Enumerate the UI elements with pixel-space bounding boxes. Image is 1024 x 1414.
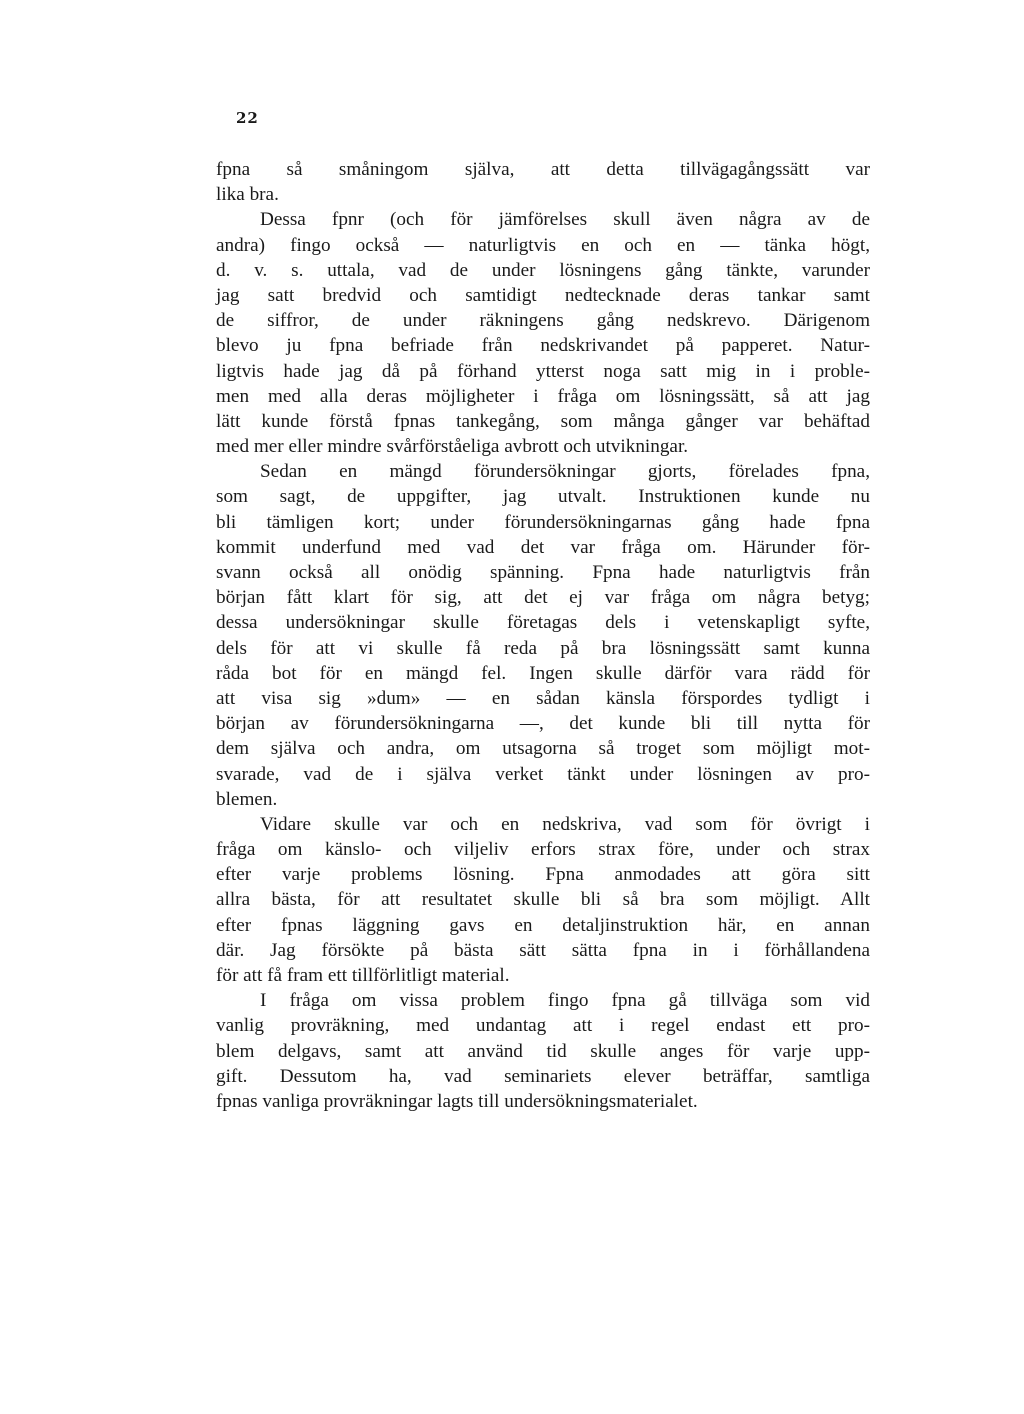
text-line: svann också all onödig spänning. Fpna hade naturligtvis från — [216, 562, 870, 583]
text-line: blemen. — [216, 788, 278, 810]
text-line: Dessa fpnr (och för jämförelses skull även några av de — [260, 209, 870, 231]
text-line: med mer eller mindre svårförståeliga avbrott och utvikningar. — [216, 436, 689, 458]
body-text — [216, 157, 870, 1114]
text-line: efter varje problems lösning. Fpna anmodades att göra sitt — [216, 864, 870, 886]
text-line: råda bot för en mängd fel. Ingen skulle därför vara rädd för — [216, 662, 870, 684]
text-line: för att få fram ett tillförlitligt material. — [216, 965, 510, 986]
text-line: dessa undersökningar skulle företagas dels i vetenskapligt syfte, — [216, 612, 870, 634]
text-line: början av förundersökningarna —, det kunde bli till nytta för — [216, 713, 870, 735]
text-line: Vidare skulle var och en nedskriva, vad som för övrigt i — [260, 813, 870, 835]
text-line: där. Jag försökte på bästa sätt sätta fpna in i förhållandena — [216, 939, 870, 961]
text-line: de siffror, de under räkningens gång nedskrevo. Därigenom — [216, 310, 870, 332]
text-line: men med alla deras möjligheter i fråga om lösningssätt, så att jag — [216, 385, 870, 407]
text-line: som sagt, de uppgifter, jag utvalt. Instruktionen kunde nu — [216, 486, 870, 508]
text-line: kommit underfund med vad det var fråga om. Härunder för- — [216, 536, 870, 558]
text-line: gift. Dessutom ha, vad seminariets elever beträffar, samtliga — [216, 1065, 870, 1087]
text-line: fråga om känslo- och viljeliv erfors strax före, under och strax — [216, 839, 870, 861]
text-line: ligtvis hade jag då på förhand ytterst noga satt mig in i proble- — [216, 360, 870, 382]
text-line: blevo ju fpna befriade från nedskrivandet på papperet. Natur- — [216, 335, 870, 357]
text-line: I fråga om vissa problem fingo fpna gå tillväga som vid — [260, 990, 870, 1012]
text-line: dem själva och andra, om utsagorna så troget som möjligt mot- — [216, 738, 870, 760]
text-line: efter fpnas läggning gavs en detaljinstruktion här, en annan — [216, 914, 870, 936]
text-line: jag satt bredvid och samtidigt nedtecknade deras tankar samt — [216, 284, 870, 306]
text-line: bli tämligen kort; under förundersökningarnas gång hade fpna — [216, 511, 870, 533]
text-line: dels för att vi skulle få reda på bra lösningssätt samt kunna — [216, 637, 870, 659]
text-line: Sedan en mängd förundersökningar gjorts, förelades fpna, — [260, 461, 870, 483]
text-line: fpnas vanliga provräkningar lagts till undersökningsmaterialet. — [216, 1090, 698, 1112]
text-line: lätt kunde förstå fpnas tankegång, som många gånger var behäftad — [216, 410, 870, 432]
page-number: 22 — [236, 109, 259, 127]
text-line: d. v. s. uttala, vad de under lösningens gång tänkte, varunder — [216, 259, 870, 281]
text-line: fpna så småningom själva, att detta tillvägagångssätt var — [216, 159, 870, 180]
text-line: lika bra. — [216, 184, 279, 206]
text-line: andra) fingo också — naturligtvis en och en — tänka högt, — [216, 234, 870, 256]
text-line: allra bästa, för att resultatet skulle bli så bra som möjligt. Allt — [216, 889, 870, 911]
text-line: vanlig provräkning, med undantag att i regel endast ett pro- — [216, 1015, 870, 1037]
text-line: att visa sig »dum» — en sådan känsla förspordes tydligt i — [216, 687, 870, 709]
text-line: blem delgavs, samt att använd tid skulle anges för varje upp- — [216, 1040, 870, 1062]
text-line: svarade, vad de i själva verket tänkt under lösningen av pro- — [216, 763, 870, 785]
text-line: början fått klart för sig, att det ej var fråga om några betyg; — [216, 587, 870, 609]
